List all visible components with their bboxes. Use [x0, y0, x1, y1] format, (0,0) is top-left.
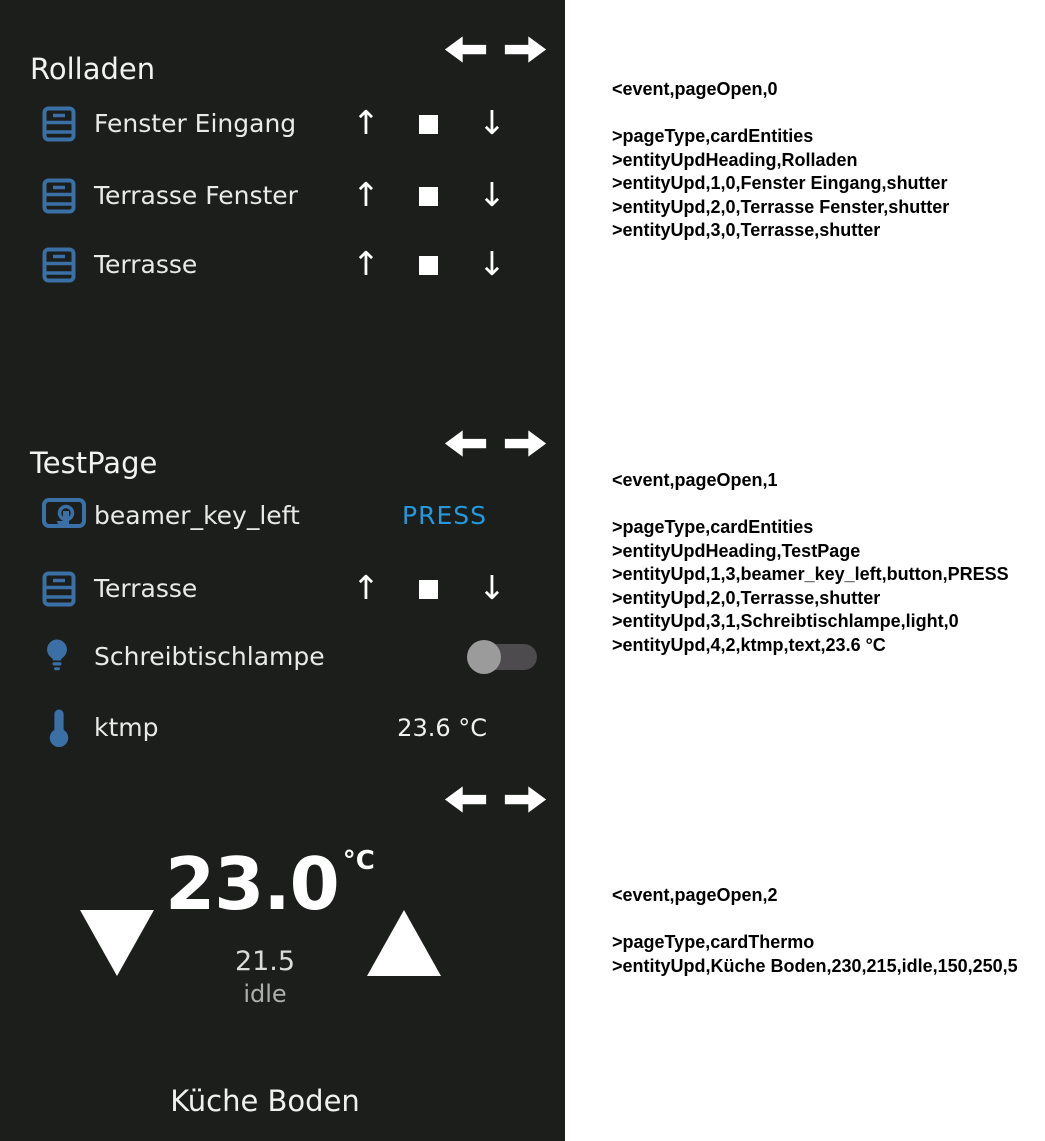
log-line: >entityUpd,3,1,Schreibtischlampe,light,0 — [612, 611, 959, 631]
log-blank-line — [612, 908, 1042, 932]
log-line: >entityUpd,1,3,beamer_key_left,button,PRESS — [612, 564, 1009, 584]
log-line: >entityUpd,4,2,ktmp,text,23.6 °C — [612, 634, 886, 655]
log-line: >entityUpd,2,0,Terrasse Fenster,shutter — [612, 196, 950, 217]
page-prev-icon[interactable] — [443, 784, 488, 815]
shutter-icon — [42, 106, 76, 142]
light-toggle-switch[interactable] — [471, 644, 537, 670]
log-line: <event,pageOpen,0 — [612, 79, 778, 99]
shutter-icon — [42, 178, 76, 214]
entity-label: Terrasse Fenster — [94, 181, 298, 210]
log-line: >pageType,cardEntities — [612, 517, 814, 537]
current-temperature-value: 23.0 — [165, 842, 339, 926]
hvac-state: idle — [243, 980, 287, 1008]
page-prev-icon[interactable] — [443, 34, 488, 65]
log-line: <event,pageOpen,1 — [612, 470, 778, 490]
log-blank-line — [612, 493, 1042, 517]
entity-label: Schreibtischlampe — [94, 642, 325, 671]
entity-label: Terrasse — [94, 574, 198, 603]
gesture-tap-button-icon — [42, 496, 86, 536]
setpoint-temperature: 21.5 — [234, 946, 296, 977]
entity-label: ktmp — [94, 713, 159, 742]
log-line: >pageType,cardThermo — [612, 932, 815, 952]
entity-row-terrasse-fenster — [0, 172, 565, 220]
entity-row-fenster-eingang — [0, 100, 565, 148]
log-line: >entityUpd,2,0,Terrasse,shutter — [612, 587, 881, 608]
log-line: >entityUpd,1,0,Fenster Eingang,shutter — [612, 173, 948, 193]
shutter-icon — [42, 571, 76, 607]
log-line: >entityUpd,Küche Boden,230,215,idle,150,250,5 — [612, 955, 1018, 976]
log-line: >entityUpdHeading,Rolladen — [612, 149, 858, 170]
page-prev-icon[interactable] — [443, 428, 488, 459]
log-line: >entityUpdHeading,TestPage — [612, 540, 861, 561]
shutter-up-button[interactable]: ↑ — [352, 103, 380, 142]
log-line: >entityUpd,3,0,Terrasse,shutter — [612, 220, 881, 240]
entity-label: Terrasse — [94, 250, 198, 279]
temperature-unit: °C — [342, 846, 375, 876]
shutter-down-button[interactable]: ↓ — [478, 244, 506, 283]
temperature-value: 23.6 °C — [397, 714, 487, 742]
shutter-stop-button[interactable] — [419, 187, 438, 206]
page-next-icon[interactable] — [503, 428, 548, 459]
shutter-stop-button[interactable] — [419, 115, 438, 134]
entity-label: beamer_key_left — [94, 501, 300, 530]
toggle-knob[interactable] — [467, 640, 501, 674]
card-entities-rolladen — [0, 0, 565, 400]
shutter-down-button[interactable]: ↓ — [478, 103, 506, 142]
shutter-icon — [42, 247, 76, 283]
entity-row-terrasse — [0, 241, 565, 289]
page-title: Rolladen — [30, 52, 156, 87]
page-next-icon[interactable] — [503, 34, 548, 65]
log-line: <event,pageOpen,2 — [612, 885, 778, 905]
press-button[interactable]: PRESS — [402, 501, 487, 530]
shutter-up-button[interactable]: ↑ — [352, 175, 380, 214]
shutter-stop-button[interactable] — [419, 256, 438, 275]
entity-row-terrasse-testpage — [0, 565, 565, 613]
lightbulb-icon — [42, 638, 72, 676]
shutter-down-button[interactable]: ↓ — [478, 175, 506, 214]
thermometer-icon — [48, 708, 70, 748]
page-next-icon[interactable] — [503, 784, 548, 815]
entity-row-schreibtischlampe — [0, 633, 565, 681]
entity-label: Fenster Eingang — [94, 109, 297, 138]
log-blank-line — [612, 102, 1042, 126]
entity-row-ktmp — [0, 704, 565, 752]
shutter-up-button[interactable]: ↑ — [352, 244, 380, 283]
log-line: >pageType,cardEntities — [612, 126, 814, 146]
serial-log-page0 — [612, 78, 1042, 243]
shutter-stop-button[interactable] — [419, 580, 438, 599]
entity-row-beamer-key-left — [0, 492, 565, 540]
thermostat-name: Küche Boden — [170, 1084, 360, 1118]
serial-log-page1 — [612, 469, 1042, 657]
serial-log-page2 — [612, 884, 1042, 978]
page-title: TestPage — [30, 446, 158, 481]
shutter-down-button[interactable]: ↓ — [478, 568, 506, 607]
shutter-up-button[interactable]: ↑ — [352, 568, 380, 607]
